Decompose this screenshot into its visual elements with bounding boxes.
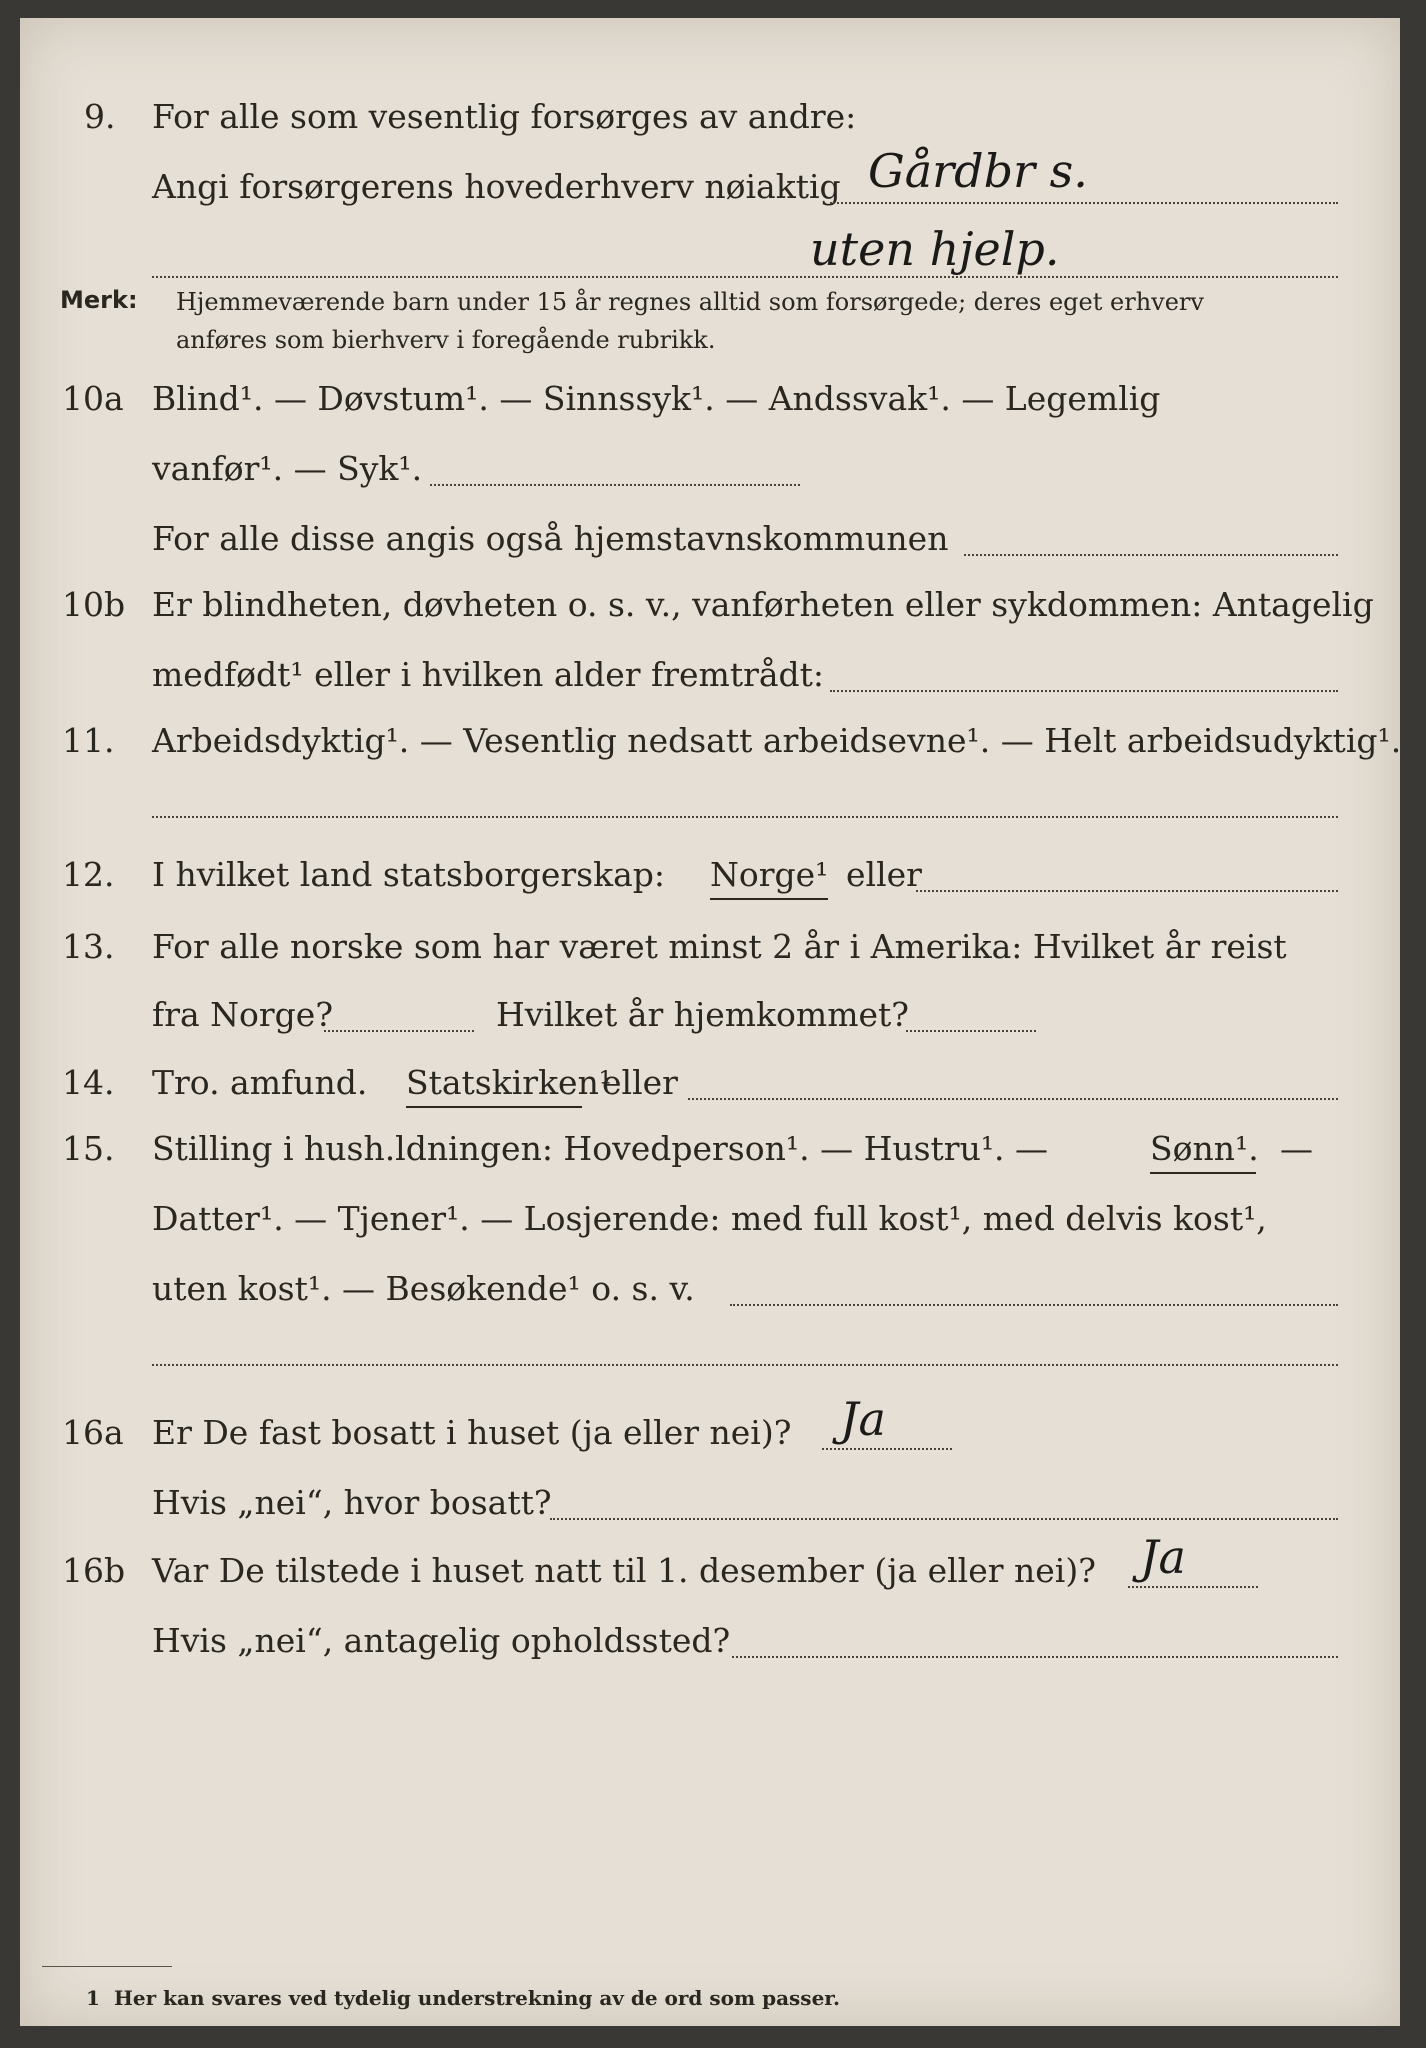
census-form-page <box>20 18 1400 2026</box>
note-line-2: anføres som bierhverv i foregående rubrikk. <box>176 326 716 354</box>
q11-number: 11. <box>62 721 115 760</box>
q10b-answer-line <box>830 690 1338 692</box>
footnote-text: Her kan svares ved tydelig understrekning av de ord som passer. <box>114 1986 840 2010</box>
q16b-number: 16b <box>62 1551 126 1590</box>
footnote-separator <box>42 1966 172 1967</box>
q13-answer-line-2 <box>906 1030 1036 1032</box>
q12-norge-underline <box>710 898 828 900</box>
q16b-line-1: Var De tilstede i huset natt til 1. desember (ja eller nei)? <box>152 1551 1096 1590</box>
q16a-line-2: Hvis „nei“, hvor bosatt? <box>152 1483 552 1522</box>
q15-line-1b: — <box>1280 1129 1313 1168</box>
q16a-answer-line <box>822 1448 952 1450</box>
q16a-line-1: Er De fast bosatt i huset (ja eller nei)? <box>152 1413 792 1452</box>
q9-answer-handwritten-1: Gårdbr s. <box>868 144 1088 198</box>
q15-answer-line-1 <box>730 1304 1338 1306</box>
q13-line-2a: fra Norge? <box>152 995 334 1034</box>
q15-sonn-option: Sønn¹. <box>1150 1129 1259 1168</box>
q15-number: 15. <box>62 1129 115 1168</box>
q9-answer-line-1 <box>830 202 1338 204</box>
q14-statskirken-underline <box>406 1106 582 1108</box>
q11-answer-line <box>152 816 1338 818</box>
q16b-answer-line <box>1128 1586 1258 1588</box>
q15-sonn-underline <box>1150 1172 1256 1174</box>
q10b-line-1: Er blindheten, døvheten o. s. v., vanførheten eller sykdommen: Antagelig <box>152 585 1374 624</box>
q12-answer-line <box>916 890 1338 892</box>
q9-subquestion: Angi forsørgerens hovederhverv nøiaktig <box>152 167 841 206</box>
q10a-answer-line-1 <box>430 484 800 486</box>
q16a-answer-handwritten: Ja <box>840 1392 886 1446</box>
q12-number: 12. <box>62 855 115 894</box>
q10a-answer-line-2 <box>964 554 1338 556</box>
q10b-line-2: medfødt¹ eller i hvilken alder fremtrådt: <box>152 655 825 694</box>
q10a-line-3: For alle disse angis også hjemstavnskommunen <box>152 519 949 558</box>
q14-statskirken-option: Statskirken¹ <box>406 1063 613 1102</box>
q10b-number: 10b <box>62 585 126 624</box>
note-line-1: Hjemmeværende barn under 15 år regnes alltid som forsørgede; deres eget erhverv <box>176 288 1204 316</box>
q11-line-1: Arbeidsdyktig¹. — Vesentlig nedsatt arbeidsevne¹. — Helt arbeidsudyktig¹. <box>152 721 1402 760</box>
q13-answer-line-1 <box>324 1030 474 1032</box>
q14-answer-line <box>688 1098 1338 1100</box>
footnote-marker: 1 <box>86 1986 100 2010</box>
q15-line-3: uten kost¹. — Besøkende¹ o. s. v. <box>152 1269 695 1308</box>
q15-answer-line-2 <box>152 1364 1338 1366</box>
q16b-line-2: Hvis „nei“, antagelig opholdssted? <box>152 1621 731 1660</box>
q14-number: 14. <box>62 1063 115 1102</box>
q9-question: For alle som vesentlig forsørges av andre: <box>152 97 857 136</box>
q14-suffix: eller <box>602 1063 678 1102</box>
q12-suffix: eller <box>846 855 922 894</box>
q16b-answer-line-2 <box>732 1656 1338 1658</box>
q16b-answer-handwritten: Ja <box>1140 1530 1186 1584</box>
q16a-answer-line-2 <box>550 1518 1338 1520</box>
q12-prefix: I hvilket land statsborgerskap: <box>152 855 666 894</box>
q10a-line-2: vanfør¹. — Syk¹. <box>152 449 423 488</box>
q9-number: 9. <box>84 97 116 136</box>
q15-line-1a: Stilling i hush.ldningen: Hovedperson¹. — Hustru¹. — <box>152 1129 1049 1168</box>
q10a-line-1: Blind¹. — Døvstum¹. — Sinnssyk¹. — Andssvak¹. — Legemlig <box>152 379 1161 418</box>
q15-line-2: Datter¹. — Tjener¹. — Losjerende: med full kost¹, med delvis kost¹, <box>152 1199 1267 1238</box>
q10a-number: 10a <box>62 379 124 418</box>
q9-answer-line-2 <box>152 276 1338 278</box>
q9-answer-handwritten-2: uten hjelp. <box>810 222 1060 276</box>
q14-prefix: Tro. amfund. <box>152 1063 368 1102</box>
q13-line-2b: Hvilket år hjemkommet? <box>496 995 909 1034</box>
q12-norge-option: Norge¹ <box>710 855 829 894</box>
q16a-number: 16a <box>62 1413 124 1452</box>
note-label: Merk: <box>60 286 138 314</box>
q13-line-1: For alle norske som har været minst 2 år i Amerika: Hvilket år reist <box>152 927 1287 966</box>
q13-number: 13. <box>62 927 115 966</box>
